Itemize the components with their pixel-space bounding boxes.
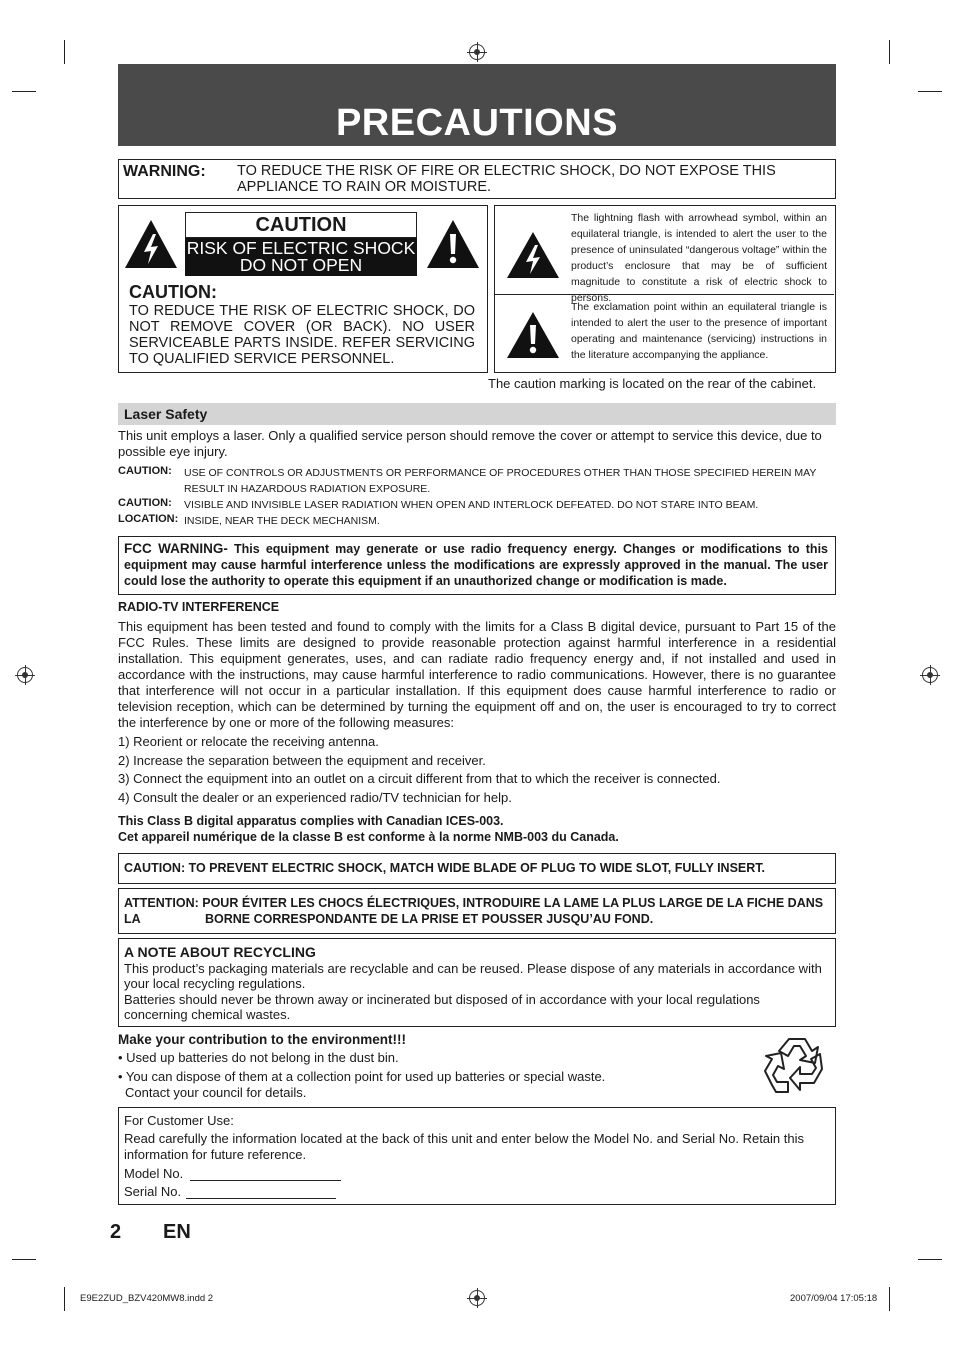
page-number: 2: [110, 1221, 122, 1243]
do-not-open-line: DO NOT OPEN: [239, 255, 363, 275]
laser-item-label: CAUTION:: [118, 465, 172, 477]
environment-bullet: • You can dispose of them at a collection point for used up batteries or special waste.: [118, 1069, 606, 1084]
symbols-box: [494, 205, 836, 373]
laser-safety-header: [118, 403, 836, 425]
warning-label: WARNING:: [123, 163, 206, 180]
exclamation-warning-icon: [425, 218, 481, 270]
class-b-english: This Class B digital apparatus complies with Canadian ICES-003.: [118, 814, 504, 828]
fcc-warning-box: [118, 536, 836, 595]
crop-mark: [64, 1287, 65, 1311]
caution-box: [118, 205, 488, 373]
laser-item-text: VISIBLE AND INVISIBLE LASER RADIATION WHEN OPEN AND INTERLOCK DEFEATED. DO NOT STARE INTO BEAM.: [184, 499, 759, 511]
warning-box: [118, 159, 836, 199]
laser-item-label: CAUTION:: [118, 497, 172, 509]
fcc-warning-label: FCC WARNING-: [124, 541, 228, 556]
recycling-box: [118, 938, 836, 1027]
customer-use-box: [118, 1107, 836, 1205]
measure-item: 1) Reorient or relocate the receiving antenna.: [118, 734, 379, 749]
plug-caution-text: CAUTION: TO PREVENT ELECTRIC SHOCK, MATCH WIDE BLADE OF PLUG TO WIDE SLOT, FULLY INSERT.: [124, 861, 765, 875]
environment-heading: Make your contribution to the environment!!!: [118, 1032, 407, 1047]
recycling-p2: Batteries should never be thrown away or incinerated but disposed of in accordance with your local regulations concerning chemical wastes.: [124, 992, 760, 1022]
laser-item: [118, 497, 836, 513]
footer-filename: E9E2ZUD_BZV420MW8.indd 2: [80, 1293, 214, 1304]
caution-dark-block: [185, 238, 417, 276]
exclamation-description: The exclamation point within an equilateral triangle is intended to alert the user to the presence of important operating and maintenance (servicing) instructions in the literature accompanying the appliance.: [571, 301, 827, 361]
caution-label: CAUTION: [185, 212, 417, 238]
fcc-warning-paragraph: [124, 541, 828, 589]
laser-item-text: INSIDE, NEAR THE DECK MECHANISM.: [184, 515, 380, 527]
laser-item-label: LOCATION:: [118, 513, 179, 525]
title-banner: [118, 64, 836, 146]
class-b-french: Cet appareil numérique de la classe B est conforme à la norme NMB-003 du Canada.: [118, 830, 619, 844]
attention-box: [118, 888, 836, 934]
crop-mark: [889, 40, 890, 64]
registration-mark-icon: [469, 44, 485, 60]
caution-label-group: [185, 212, 417, 276]
laser-items: [118, 465, 836, 529]
registration-mark-icon: [17, 667, 33, 683]
caution-text: TO REDUCE THE RISK OF ELECTRIC SHOCK, DO NOT REMOVE COVER (OR BACK). NO USER SERVICEABLE PARTS INSIDE. REFER SERVICING TO QUALIFIED SERVICE PERSONNEL.: [129, 303, 475, 367]
customer-use-heading: For Customer Use:: [124, 1113, 234, 1128]
serial-number-label: Serial No.: [124, 1184, 182, 1199]
caution-heading: CAUTION:: [129, 282, 217, 302]
language-code: EN: [163, 1221, 191, 1243]
fcc-warning-text: This equipment may generate or use radio frequency energy. Changes or modifications to this equipment may cause harmful interference unless the modifications are expressly approved in the manual. The user could lose the authority to operate this equipment if an unauthorized change or modification is made.: [124, 542, 828, 588]
environment-bullet: • Used up batteries do not belong in the dust bin.: [118, 1050, 399, 1065]
measure-item: 4) Consult the dealer or an experienced radio/TV technician for help.: [118, 789, 512, 805]
crop-mark: [889, 1287, 890, 1311]
laser-item: [118, 465, 836, 497]
page-title: PRECAUTIONS: [335, 102, 619, 144]
radio-tv-heading: RADIO-TV INTERFERENCE: [118, 600, 280, 614]
laser-item-text: USE OF CONTROLS OR ADJUSTMENTS OR PERFORMANCE OF PROCEDURES OTHER THAN THOSE SPECIFIED HEREIN MAY RESULT IN HAZARDOUS RADIATION EXPOSURE.: [184, 467, 817, 495]
attention-line1: ATTENTION: POUR ÉVITER LES CHOCS ÉLECTRIQUES, INTRODUIRE LA LAME LA PLUS LARGE DE LA FICHE DANS LA: [124, 896, 824, 926]
recycling-heading: A NOTE ABOUT RECYCLING: [124, 944, 316, 960]
lightning-warning-icon: [123, 218, 179, 270]
plug-caution-box: [118, 853, 836, 884]
class-b-statement: [118, 813, 619, 845]
radio-tv-text: This equipment has been tested and found to comply with the limits for a Class B digital device, pursuant to Part 15 of the FCC Rules. These limits are designed to provide reasonable protection against harmful interference in a residential installation. This equipment generates, uses, and can radiate radio frequency energy and, if not installed and used in accordance with the instructions, may cause harmful interference to radio communications. However, there is no guarantee that interference will not occur in a particular installation. If this equipment does cause harmful interference to radio or television reception, which can be determined by turning the equipment off and on, the user is encouraged to try to correct the interference by one or more of the following measures:: [118, 619, 836, 730]
crop-mark: [12, 1259, 36, 1260]
crop-mark: [918, 91, 942, 92]
recycle-icon: [762, 1033, 832, 1099]
laser-safety-heading: Laser Safety: [124, 406, 208, 422]
environment-bullet-continued: Contact your council for details.: [125, 1085, 307, 1100]
laser-item: [118, 513, 836, 529]
exclamation-symbol-icon: [505, 310, 561, 360]
warning-text: TO REDUCE THE RISK OF FIRE OR ELECTRIC SHOCK, DO NOT EXPOSE THIS APPLIANCE TO RAIN OR MOISTURE.: [237, 163, 776, 195]
crop-mark: [918, 1259, 942, 1260]
risk-line: RISK OF ELECTRIC SHOCK: [186, 238, 416, 258]
lightning-symbol-icon: [505, 230, 561, 280]
registration-mark-icon: [922, 667, 938, 683]
customer-use-text: Read carefully the information located at the back of this unit and enter below the Model No. and Serial No. Retain this information for future reference.: [124, 1131, 804, 1162]
serial-number-line[interactable]: [186, 1198, 336, 1199]
model-number-label: Model No.: [124, 1166, 184, 1181]
footer-timestamp: 2007/09/04 17:05:18: [790, 1293, 878, 1304]
laser-intro: This unit employs a laser. Only a qualified service person should remove the cover or attempt to service this device, due to possible eye injury.: [118, 428, 822, 459]
measure-item: 3) Connect the equipment into an outlet on a circuit different from that to which the receiver is connected.: [118, 771, 721, 786]
model-number-line[interactable]: [190, 1180, 341, 1181]
crop-mark: [64, 40, 65, 64]
measure-item: 2) Increase the separation between the equipment and receiver.: [118, 752, 486, 768]
recycling-p1: This product’s packaging materials are recyclable and can be reused. Please dispose of any materials in accordance with your local recycling regulations.: [124, 961, 822, 991]
lightning-description: The lightning flash with arrowhead symbol, within an equilateral triangle, is intended to alert the user to the presence of uninsulated “dangerous voltage” within the product’s enclosure that may be of sufficient magnitude to constitute a risk of electric shock to persons.: [571, 212, 827, 304]
crop-mark: [12, 91, 36, 92]
measures-list: [118, 733, 836, 807]
registration-mark-icon: [469, 1290, 485, 1306]
attention-line2: BORNE CORRESPONDANTE DE LA PRISE ET POUSSER JUSQU’AU FOND.: [205, 912, 654, 926]
caution-marking-note: The caution marking is located on the rear of the cabinet.: [488, 376, 817, 391]
